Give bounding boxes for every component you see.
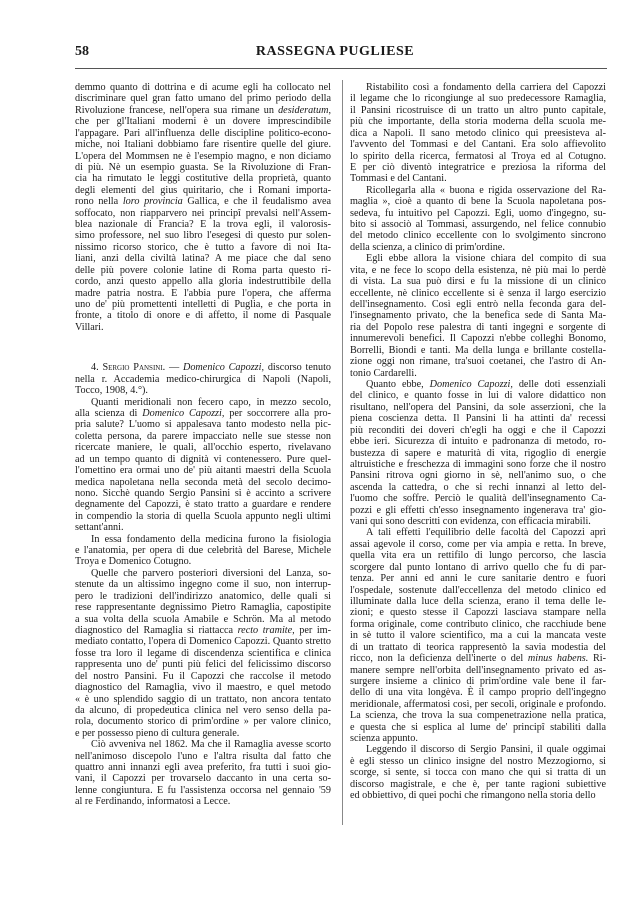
text-line: discriminare quel gran fatto umano del primo periodo della xyxy=(75,93,331,105)
paragraph xyxy=(75,534,331,568)
text-line: l'ospedale, sostenute dall'eccellenza del metodo clinico ed xyxy=(350,584,606,596)
text-line: sedeva, fu intuitivo pel Capozzi. Egli, uomo d'ingegno, su- xyxy=(350,207,606,219)
text-line: Leggendo il discorso di Sergio Pansini, il quale oggimai xyxy=(366,744,606,756)
text-line: eccellente, nè clinico eccellente si è senza il largo esercizio xyxy=(350,287,606,299)
text-line: ed obbiettivo, di quei pochi che rimangono nella storia dello xyxy=(350,790,596,802)
paragraph xyxy=(75,82,331,333)
text-line: il legame che lo ricongiunge al suo predecessore Ramaglia, xyxy=(350,93,606,105)
text-line: rappresenta uno de' punti più felici del felicissimo discorso xyxy=(75,659,331,671)
text-line: settant'anni. xyxy=(75,522,124,534)
text-line: tenza. Per anni ed anni le cure sanitarie dentro e fuori xyxy=(350,573,606,585)
text-line: Rivoluzione francese, nell'opera sua rimane un desideratum, xyxy=(75,104,331,116)
text-line: Egli ebbe allora la visione chiara del compito di sua xyxy=(366,253,606,265)
text-line: scienza appunto. xyxy=(350,733,418,745)
text-line: miche, noi Italiani dobbiamo fare risentire quelle del giure. xyxy=(75,139,331,151)
paragraph xyxy=(75,397,331,534)
bibliographic-reference xyxy=(75,362,331,396)
text-line: lo spirito della ricerca, fermatosi al Troya ed al Cotugno. xyxy=(350,150,606,162)
text-line: uno de' più promettenti intelletti di Puglia, e che porta in xyxy=(75,299,331,311)
text-line: pria salute? L'uomo si appalesava tanto modesto nella pic- xyxy=(75,419,331,431)
text-line: illuminate dalla luce della scienza, erano il tema delle le- xyxy=(350,595,606,607)
text-line: del nostro Pansini. Fu il Capozzi che raccolse il metodo xyxy=(75,670,331,682)
text-line: di vista. La sua può dirsi e fu la missione di un clinico xyxy=(350,276,606,288)
paragraph xyxy=(350,744,606,801)
text-line: e per possesso pieno di cultura generale. xyxy=(75,727,240,739)
text-line: delle più povere colonie latine di Roma parta questo ri- xyxy=(75,264,331,276)
text-line: madre patria nostra. E l'abbia pure l'opera, che afferma xyxy=(75,287,331,299)
text-line: ricco, non la deficienza dell'inerte o del minus habens. Ri- xyxy=(350,653,606,665)
text-line: manere sempre nell'orbita dell'insegnamento privato ed as- xyxy=(350,664,606,676)
text-line: dello di una vita longèva. È il campo proprio dell'ingegno xyxy=(350,687,606,699)
text-line: stenute da un altissimo ingegno come il suo, non interrup- xyxy=(75,579,331,591)
text-line: Quanto ebbe, Domenico Capozzi, delle doti essenziali xyxy=(366,378,606,390)
text-line: pero le tradizioni dell'indirizzo anatomico, delle quali si xyxy=(75,590,331,602)
text-line: dell'insegnamento. Così egli entrò nella feconda gara del- xyxy=(350,299,606,311)
text-line: forma originale, come contributo clinico, che racchiude bene xyxy=(350,618,606,630)
text-line: cordo, anzi questo appello alla gloria indestruttibile della xyxy=(75,276,331,288)
text-line: bito si associò al Tommasi, assurgendo, nel felice connubio xyxy=(350,219,606,231)
text-line: nell'animoso discepolo l'uno e l'altra risulta dal fatto che xyxy=(75,750,331,762)
text-line: Villari. xyxy=(75,321,104,333)
text-line: e questa che si esplica al lume de' principî stabiliti dalla xyxy=(350,721,606,733)
text-line: La scienza, che trova la sua compenetrazione nella pratica, xyxy=(350,710,606,722)
text-line: più reconditi dei doveri ch'egli ha oggi e che il Capozzi xyxy=(350,424,606,436)
text-line: vani qui sono descritti con evidenza, con efficacia mirabili. xyxy=(350,516,591,528)
text-line: « è uno splendido saggio di un trattato, non ancora tentato xyxy=(75,693,331,705)
paragraph xyxy=(75,568,331,739)
text-line: Quanti meridionali non fecero capo, in mezzo secolo, xyxy=(91,396,331,408)
paragraph xyxy=(350,185,606,254)
text-line: blea nazionale di Francia? E la trova egli, il valorosis- xyxy=(75,219,331,231)
left-column xyxy=(75,82,331,808)
text-line: fronte, a titolo di onore e di affetto, il nome di Pasquale xyxy=(75,310,331,322)
text-line: quella vita era un rettifilo di lungo percorso, che lascia xyxy=(350,550,606,562)
text-line: zioni; e questo stesse il Capozzi lasciava stampare nella xyxy=(350,607,606,619)
text-line: Ricollegarla alla « buona e rigida osservazione del Ra- xyxy=(366,184,606,196)
text-line: risultano, nell'opera del Pansini, da sole asserzioni, che la xyxy=(350,401,606,413)
text-line: l'insegnamento privato, che la benefica sede di Santa Ma- xyxy=(350,310,606,322)
text-line: ria del Popolo rese palestra di tanti ingegni e sorgente di xyxy=(350,321,606,333)
text-line: ad un tempo quanto di dignità vi contenessero. Pure quel- xyxy=(75,453,331,465)
text-line: scorgere dal punto lontano di arrivo quello che fu di par- xyxy=(350,561,606,573)
text-line: della scienza, a clinico di prim'ordine. xyxy=(350,241,505,253)
running-title: RASSEGNA PUGLIESE xyxy=(255,44,415,59)
text-line: Ciò avveniva nel 1862. Ma che il Ramaglia avesse scorto xyxy=(91,739,331,751)
paragraph xyxy=(75,739,331,808)
text-line: tonio Cardarelli. xyxy=(350,367,417,379)
text-line: degli elementi del gius quiritario, che i Romani importa- xyxy=(75,184,331,196)
text-line: scorge, si sente, si tocca con mano che qui si tratta di un xyxy=(350,767,606,779)
text-line: lenne congiuntura. E fu l'assistenza occorsa nel gennaio '59 xyxy=(75,784,331,796)
text-line: rese rappresentante degnissimo Pietro Ramaglia, capostipite xyxy=(75,602,331,614)
text-line: vani, il Capozzi per trovarselo daccanto in una certa so- xyxy=(75,773,331,785)
text-line: L'opera del Mommsen ne è l'esempio magno, e non diciamo xyxy=(75,150,331,162)
text-line: a sua volta della scuola Amabile e Schrön. Ma al metodo xyxy=(75,613,331,625)
text-line: diagnostico del Ramaglia, vivo il maestro, e quel metodo xyxy=(75,682,331,694)
text-line: assai agevole il corso, come per via ampia e retta. In breve, xyxy=(350,538,606,550)
text-line: A tali effetti l'equilibrio delle facoltà del Capozzi aprì xyxy=(366,527,606,539)
text-line: E per ciò diventò integratrice e preziosa la riforma del xyxy=(350,161,606,173)
text-line: coletta persona, da parere impacciato nelle sue stesse non xyxy=(75,430,331,442)
text-line: fosse tra loro il legame di discendenza scientifica e clinica xyxy=(75,647,331,659)
paragraph xyxy=(350,253,606,379)
text-line: maglia », cioè a quanto di bene la Scuola napoletana pos- xyxy=(350,196,606,208)
text-line: in sè tutto il valore scientifico, ma a cui la mancata veste xyxy=(350,630,606,642)
text-line: Pansini ritrova ogni giorno in sè, nell'animo suo, o che xyxy=(350,470,606,482)
text-line: da alcuno, di propedeutica clinica nel vero senso della pa- xyxy=(75,704,331,716)
right-column xyxy=(350,82,606,802)
text-line: l'appagare. Pari all'influenza delle discipline politico-econo- xyxy=(75,127,331,139)
paragraph xyxy=(350,527,606,744)
text-line: di più. Nè un esempio guasta. Se la Rivoluzione di Fran- xyxy=(75,161,331,173)
text-line: Troya e Domenico Cotugno. xyxy=(75,556,192,568)
text-line: nella r. Accademia medico-chirurgica di Napoli (Napoli, xyxy=(75,373,331,385)
text-line: in compendio la storia di quella Scuola appunto negli ultimi xyxy=(75,510,331,522)
text-line: ricercate maniere, le quali, all'occhio esperto, rivelavano xyxy=(75,442,331,454)
text-line: meridionale, affermatosi così, per secoli, originale e profondo. xyxy=(350,698,606,710)
text-line: l'avvento del Tommasi e del Cantani. Era solo affievolito xyxy=(350,139,606,151)
text-line: demmo quanto di dottrina e di acume egli ha collocato nel xyxy=(75,82,331,93)
text-line: rola, documento storico di prim'ordine » per valore clinico, xyxy=(75,716,331,728)
text-line: il Pansini ricostruisce di un tratto un altro punto capitale, xyxy=(350,104,606,116)
text-line: l'omettino era ormai uno de' più aitanti maestri della Scuola xyxy=(75,465,331,477)
column-divider xyxy=(342,80,343,825)
text-line: di un trattato di teorica rappresentò la savia modestia del xyxy=(350,641,606,653)
text-line: più che importante, della storia moderna della scuola me- xyxy=(350,116,606,128)
text-line: Quelle che parvero posteriori diversioni del Lanza, so- xyxy=(91,567,331,579)
text-line: ascenda la cattedra, o che si rechi innanzi al letto del- xyxy=(350,481,606,493)
text-line: diagnostico del Ramaglia si riattacca recto tramite, per im- xyxy=(75,624,331,636)
text-line: al re Ferdinando, informatosi a Lecce. xyxy=(75,796,231,808)
text-line: l'uomo che soffre. Perciò le qualità dell'insegnamento Ca- xyxy=(350,493,606,505)
text-line: dica a Napoli. Il sano metodo clinico qui preesisteva al- xyxy=(350,127,606,139)
text-line: innumerevoli benefici. Il Capozzi n'ebbe colleghi Bonomo, xyxy=(350,333,606,345)
text-line: piena coscienza detta. Il Pansini li ha attinti da' recessi xyxy=(350,413,606,425)
paragraph xyxy=(350,379,606,527)
text-line: Borrelli, Biondi e tanti. Ma della lunga e brillante costella- xyxy=(350,344,606,356)
text-line: rono nella loro provincia Gallica, e che il feudalismo avea xyxy=(75,196,331,208)
paragraph xyxy=(350,82,606,185)
text-line: è egli stesso un clinico insigne del nostro Mezzogiorno, si xyxy=(350,755,606,767)
text-line: e l'anatomia, per opera di due celebrità del Barese, Michele xyxy=(75,545,331,557)
header-rule xyxy=(75,68,607,69)
text-line: Tommasi e del Cantani. xyxy=(350,173,447,185)
text-line: discorso magistrale, e che è, per tante ragioni subiettive xyxy=(350,778,606,790)
text-line: zione oggi non rimane, tra'suoi coetanei, che l'astro di An- xyxy=(350,356,606,368)
text-line: Tocco, 1908, 4.°). xyxy=(75,385,148,397)
text-line: nissimo ricorso storico, che è tutto a favore di noi Ita- xyxy=(75,241,331,253)
text-line: cia ha rimutato le leggi costitutive della proprietà, quanto xyxy=(75,173,331,185)
text-line: ebbe ieri. Sicurezza di intuito e padronanza di metodo, ro- xyxy=(350,436,606,448)
text-line: bustezza di sapere e maturità di vita, rigoglio di energie xyxy=(350,447,606,459)
text-line: alla scienza di Domenico Capozzi, per soccorrere alla pro- xyxy=(75,407,331,419)
text-line: degnamente del Capozzi, è stato tratto a guardare e rendere xyxy=(75,499,331,511)
text-line: del clinico, e quanto fosse in lui di valore didattico non xyxy=(350,390,606,402)
text-line: pozzi e gli effetti ch'esso insegnamento ingenerava tra' gio- xyxy=(350,504,606,516)
text-line: Ristabilito così a fondamento della carriera del Capozzi xyxy=(366,82,606,93)
text-line: che per gl'Italiani moderni è un dovere imprescindibile xyxy=(75,116,331,128)
text-line: altruistiche e freschezza di immagini sono forze che il nostro xyxy=(350,458,606,470)
text-line: soffocato, non riapparvero nei principî prevalsi nell'Assem- xyxy=(75,207,331,219)
text-line: quattro anni innanzi egli avea preferito, fra tutti i suoi gio- xyxy=(75,762,331,774)
text-line: del metodo clinico eccellente con lo svolgimento sincrono xyxy=(350,230,606,242)
text-line: mediato contatto, l'opera di Domenico Capozzi. Quanto stretto xyxy=(75,636,331,648)
page-number: 58 xyxy=(75,44,89,59)
text-line: 4. Sergio Pansini. — Domenico Capozzi, discorso tenuto xyxy=(91,362,332,374)
text-line: vita, e ne fece lo scopo della esistenza, nè più mai lo perdè xyxy=(350,264,606,276)
text-line: In essa fondamento della medicina furono la fisiologia xyxy=(91,533,331,545)
text-line: surgere insieme a clinico di prim'ordine vale bene il far- xyxy=(350,675,606,687)
text-line: liani, anzi della civiltà latina? A me piace che dal seno xyxy=(75,253,331,265)
text-line: medica napoletana nella seconda metà del secolo decimo- xyxy=(75,476,331,488)
text-line: nono. Sicchè quando Sergio Pansini si è accinto a scrivere xyxy=(75,487,331,499)
text-line: simo professore, nel suo libro l'esegesi di questo pur solen- xyxy=(75,230,331,242)
